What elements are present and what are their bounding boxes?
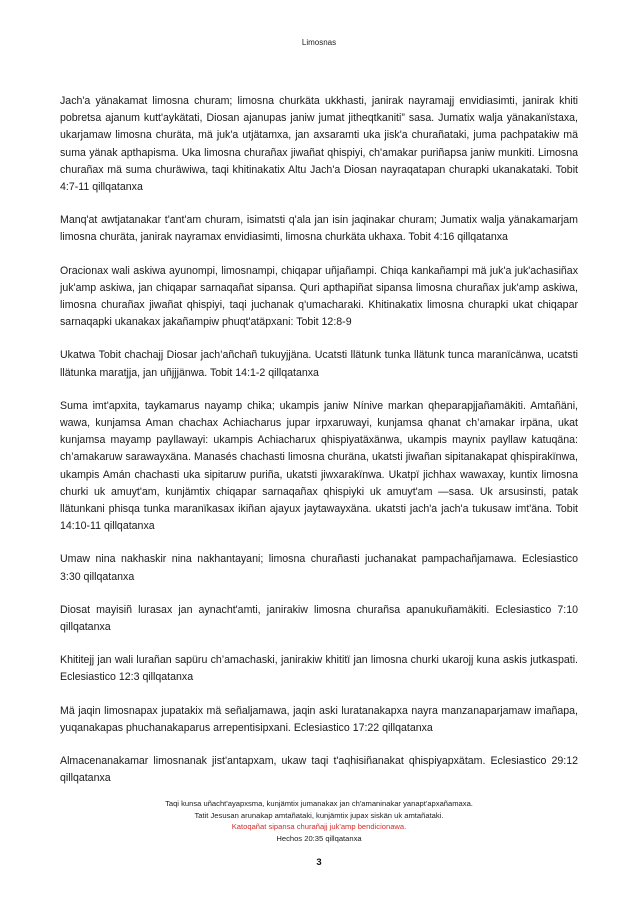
paragraph-eclesiastico-7-10: Diosat mayisiñ lurasax jan aynacht'amti, janirakiw limosna churañsa apanukuñamäkiti. Eclesiastico 7:10 qillqatanxa bbox=[60, 603, 578, 634]
page-number: 3 bbox=[316, 857, 322, 868]
paragraph-tobit-14-1: Ukatwa Tobit chachajj Diosar jach’añchañ tukuyjjäna. Ucatsti llätunk tunka llätunk tunca maranïcänwa, ucatsti llätunka maratjja, jan uñjjjänwa. Tobit 14:1-2 qillqatanxa bbox=[60, 349, 578, 379]
footer-highlight-line: Katoqañat sipansa churañajj juk'amp bendicionawa. bbox=[231, 822, 407, 831]
footer-reference: Hechos 20:35 qillqatanxa bbox=[276, 833, 362, 843]
paragraph-tobit-14-10: Suma imt'apxita, taykamarus nayamp chika; ukampis janiw Nínive markan qheparapjjañamäkiti. Amtañäni, wawa, kunjamsa Aman chachax Achiacharus jupar irpxaruwayi, kunjamsa qhanat ch’amakar irpäna, ukat kunjamsa mayamp payllawayi: ukampis Achiacharux qhispiyatäxänwa, ukampis maynix payllaw katuqäna: ch’amakaruw sarawayxäna. Manasés chachasti limosna churäna, ukatsti jiwañan sipitanakapat qhispirakïnwa, ukampis Amán chachasti uka sipitaruw puriña, ukatsti jiwxarakïnwa. Ukatpï jichhax wawaxay, kuntix limosna churki uk amuyt'am, kunjämtix chiqapar sarnaqañax qhispiyki uk amuyt'am —sasa. Uk arsusinsti, patak llätunkani phisqa tunka maranïkasax ikiñan ajayux jaytawayxäna. ukatsti jach'a jach'a tukusaw imt'äna. Tobit 14:10-11 qillqatanxa bbox=[60, 399, 578, 533]
paragraph-tobit-12-8: Oracionax wali askiwa ayunompi, limosnampi, chiqapar uñjañampi. Chiqa kankañampi mä juk'a juk'achasiñax juk'amp askiwa, jan chiqapar sarnaqañat sipansa. Quri apthapiñat sipansa limosna churañax juk'amp askiwa, limosna churañax jiwañat qhispiyi, taqi juchanak q'umacharaki. Khitinakatix limosna churapki ukat chiqapar sarnaqapki ukanakax jakañampiw phuqt'atäpxani: Tobit 12:8-9 bbox=[60, 264, 578, 329]
paragraph-tobit-4-7: Jach'a yänakamat limosna churam; limosna churkäta ukkhasti, janirak nayramajj envidiasimti, janirak khiti pobretsa ajanum kutt'aykätati, Diosan ajanupas janiw jumat jitheqtkaniti” sasa. Jumatix walja yänakanïstaxa, ukarjamaw limosna churäta, mä juk'a utjätamxa, jan axsaramti uka jisk'a churañataki, juma pachpatakiw mä suma yänak apthapisma. Uka limosna churañax jiwañat qhispiyi, ch'amakar puriñapsa janiw munkiti. Limosna churañax mä suma churäwiwa, taqi khitinakatix Altu Jach'a Diosan nayraqatapan churapki ukanakataki. Tobit 4:7-11 qillqatanxa bbox=[60, 95, 578, 194]
footer-line-2: Tatit Jesusan arunakap amtañataki, kunjämtix jupax siskän uk amtañataki. bbox=[194, 810, 444, 820]
paragraph-tobit-4-16: Manq'at awtjatanakar t'ant'am churam, isimatsti q'ala jan isin jaqinakar churam; Jumatix walja yänakamarjam limosna churäta, janirak nayramax envidiasimti, limosna churkäta ukhaxa. Tobit 4:16 qillqatanxa bbox=[60, 214, 578, 244]
running-header: Limosnas bbox=[301, 38, 337, 47]
paragraph-eclesiastico-29-12: Almacenanakamar limosnanak jist'antapxam, ukaw taqi t'aqhisiñanakat qhispiyapxätam. Eclesiastico 29:12 qillqatanxa bbox=[60, 755, 578, 785]
footer-line-1: Taqi kunsa uñacht'ayapxsma, kunjämtix jumanakax jan ch'amaninakar yanapt'apxañamaxa. bbox=[165, 799, 473, 808]
paragraph-eclesiastico-3-30: Umaw nina nakhaskir nina nakhantayani; limosna churañasti juchanakat pampachañjamawa. Eclesiastico 3:30 qillqatanxa bbox=[60, 553, 578, 583]
paragraph-eclesiastico-12-3: Khititejj jan wali lurañan sapüru ch’amachaski, janirakiw khititï jan limosna churki ukarojj kuna askis jutkaspati. Eclesiastico 12:3 qillqatanxa bbox=[60, 654, 578, 684]
paragraph-eclesiastico-17-22: Mä jaqin limosnapax jupatakix mä señaljamawa, jaqin aski luratanakapxa nayra manzanaparjamaw imañapa, yuqanakapas phuchanakaparus arrepentisipxani. Eclesiastico 17:22 qillqatanxa bbox=[60, 704, 578, 734]
page-footer bbox=[0, 798, 638, 844]
body-text bbox=[60, 93, 578, 804]
